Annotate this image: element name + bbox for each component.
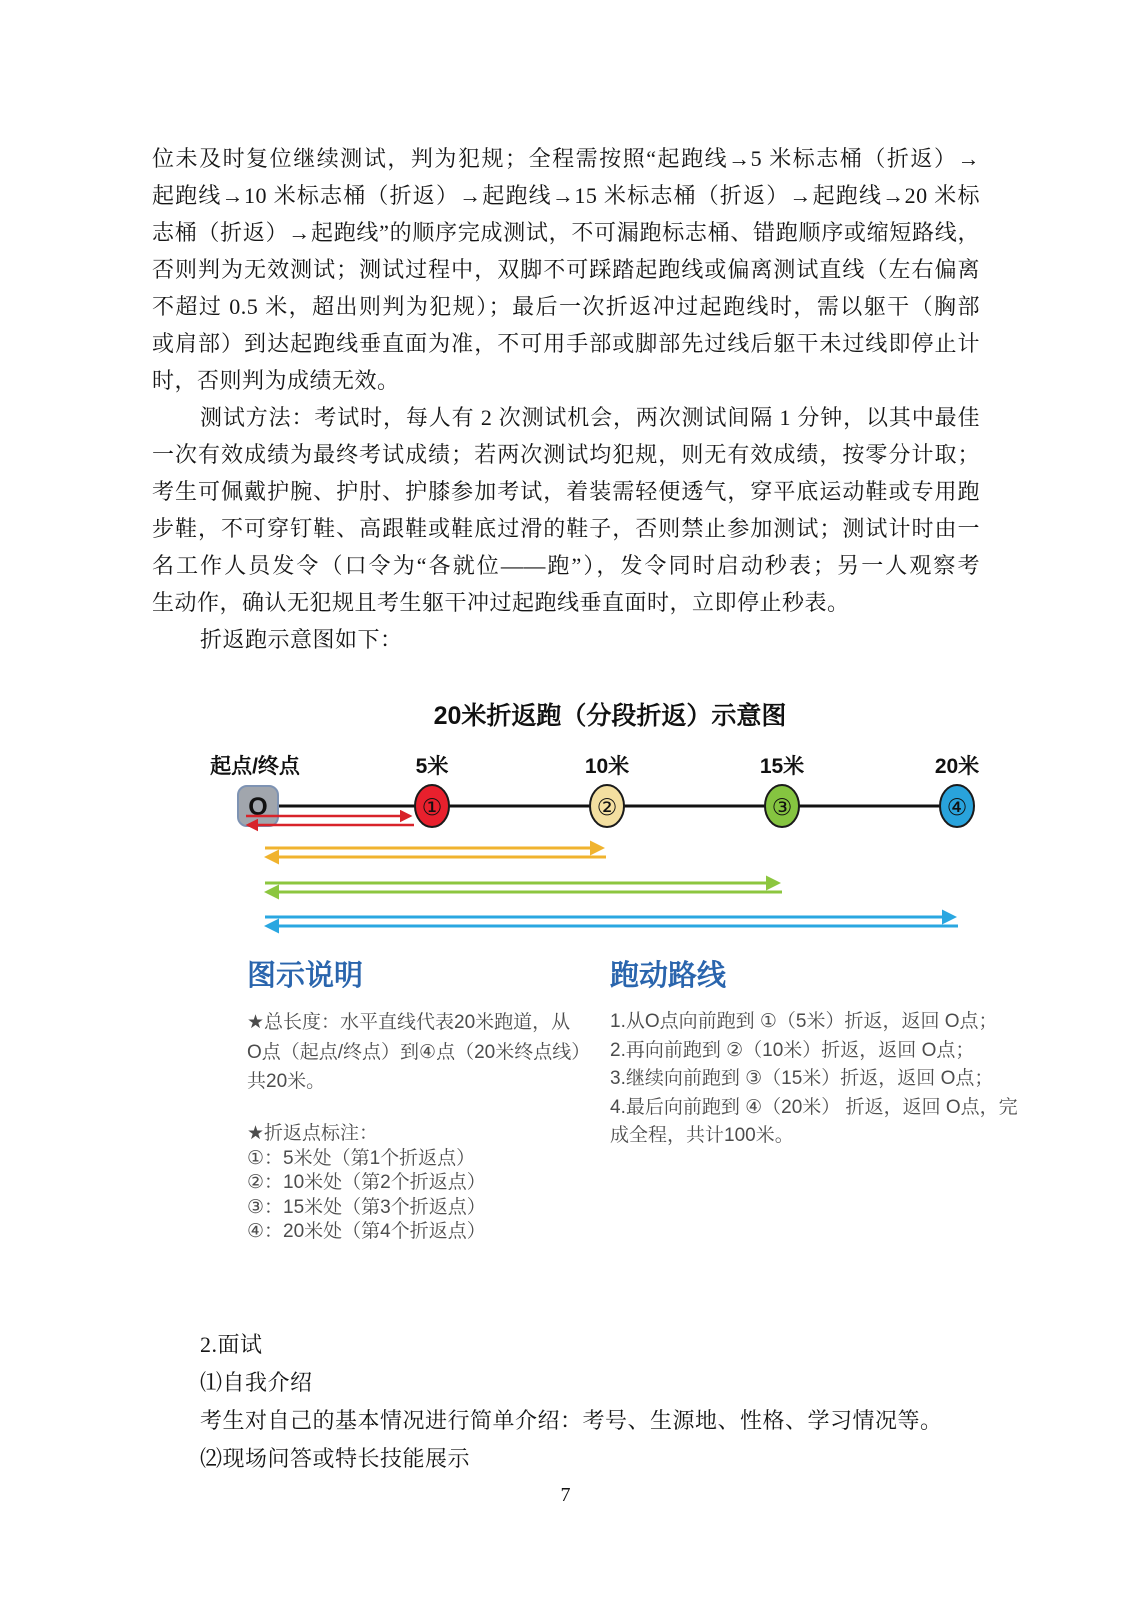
section-body: 考生对自己的基本情况进行简单介绍：考号、生源地、性格、学习情况等。 [200,1408,943,1433]
diagram-title: 20米折返跑（分段折返）示意图 [433,702,787,730]
point-label-10m: 10米 [584,755,630,778]
body-line: 一次有效成绩为最终考试成绩；若两次测试均犯规，则无有效成绩，按零分计取； [152,442,980,467]
body-line: 起跑线→10 米标志桶（折返）→起跑线→15 米标志桶（折返）→起跑线→20 米标 [152,183,980,208]
legend-mark: ④：20米处（第4个折返点） [247,1221,486,1242]
point-symbol-2: ② [596,794,618,820]
body-line: 志桶（折返）→起跑线”的顺序完成测试，不可漏跑标志桶、错跑顺序或缩短路线， [152,220,980,245]
route-step: 4.最后向前跑到 ④（20米） 折返，返回 O点，完成全程，共计100米。 [610,1096,1018,1146]
body-line: 名工作人员发令（口令为“各就位——跑”），发令同时启动秒表；另一人观察考 [152,553,980,578]
body-line: 位未及时复位继续测试，判为犯规；全程需按照“起跑线→5 米标志桶（折返）→ [152,146,980,171]
point-symbol-1: ① [421,794,443,820]
shuttle-run-diagram [210,745,1010,945]
body-line: 测试方法：考试时，每人有 2 次测试机会，两次测试间隔 1 分钟，以其中最佳 [200,405,980,430]
body-line: 时，否则判为成绩无效。 [152,368,400,393]
body-line: 折返跑示意图如下： [200,627,403,652]
body-line: 步鞋，不可穿钉鞋、高跟鞋或鞋底过滑的鞋子，否则禁止参加测试；测试计时由一 [152,516,980,541]
section-heading: 2.面试 [200,1332,263,1357]
body-line: 或肩部）到达起跑线垂直面为准，不可用手部或脚部先过线后躯干未过线即停止计 [152,331,980,356]
route-items [610,1008,1030,1151]
point-symbol-4: ④ [946,794,968,820]
page-number: 7 [560,1484,571,1506]
legend-marks-heading: ★折返点标注： [247,1122,379,1144]
origin-label: 起点/终点 [210,755,300,778]
body-line: 考生可佩戴护腕、护肘、护膝参加考试，着装需轻便透气，穿平底运动鞋或专用跑 [152,479,980,504]
body-text [152,140,980,658]
legend-notes-heading: 图示说明 [247,960,364,992]
legend-notes [247,953,582,1245]
body-line: 否则判为无效测试；测试过程中，双脚不可踩踏起跑线或偏离测试直线（左右偏离 [152,257,980,282]
legend-route-heading: 跑动路线 [610,960,727,992]
legend-route [610,953,1030,1151]
route-step: 2.再向前跑到 ②（10米）折返，返回 O点； [610,1039,975,1061]
route-step: 3.继续向前跑到 ③（15米）折返，返回 O点； [610,1068,994,1089]
route-step: 1.从O点向前跑到 ①（5米）折返，返回 O点； [610,1011,998,1032]
body-line: 生动作，确认无犯规且考生躯干冲过起跑线垂直面时，立即停止秒表。 [152,590,850,615]
legend-mark: ③：15米处（第3个折返点） [247,1196,486,1218]
legend-mark: ②：10米处（第2个折返点） [247,1172,486,1193]
interview-section [152,1326,980,1478]
subsection-title: ⑴自我介绍 [200,1370,313,1395]
point-label-5m: 5米 [415,755,449,778]
point-label-20m: 20米 [934,755,980,778]
body-line: 不超过 0.5 米，超出则判为犯规）；最后一次折返冲过起跑线时，需以躯干（胸部 [152,294,980,319]
point-label-15m: 15米 [759,755,805,778]
point-symbol-3: ③ [771,794,793,820]
legend-mark: ①：5米处（第1个折返点） [247,1147,476,1169]
subsection-title: ⑵现场问答或特长技能展示 [200,1446,471,1471]
legend-total-length: ★总长度：水平直线代表20米跑道，从O点（起点/终点）到④点（20米终点线）共20米。 [247,1012,581,1092]
origin-symbol: O [248,793,268,821]
